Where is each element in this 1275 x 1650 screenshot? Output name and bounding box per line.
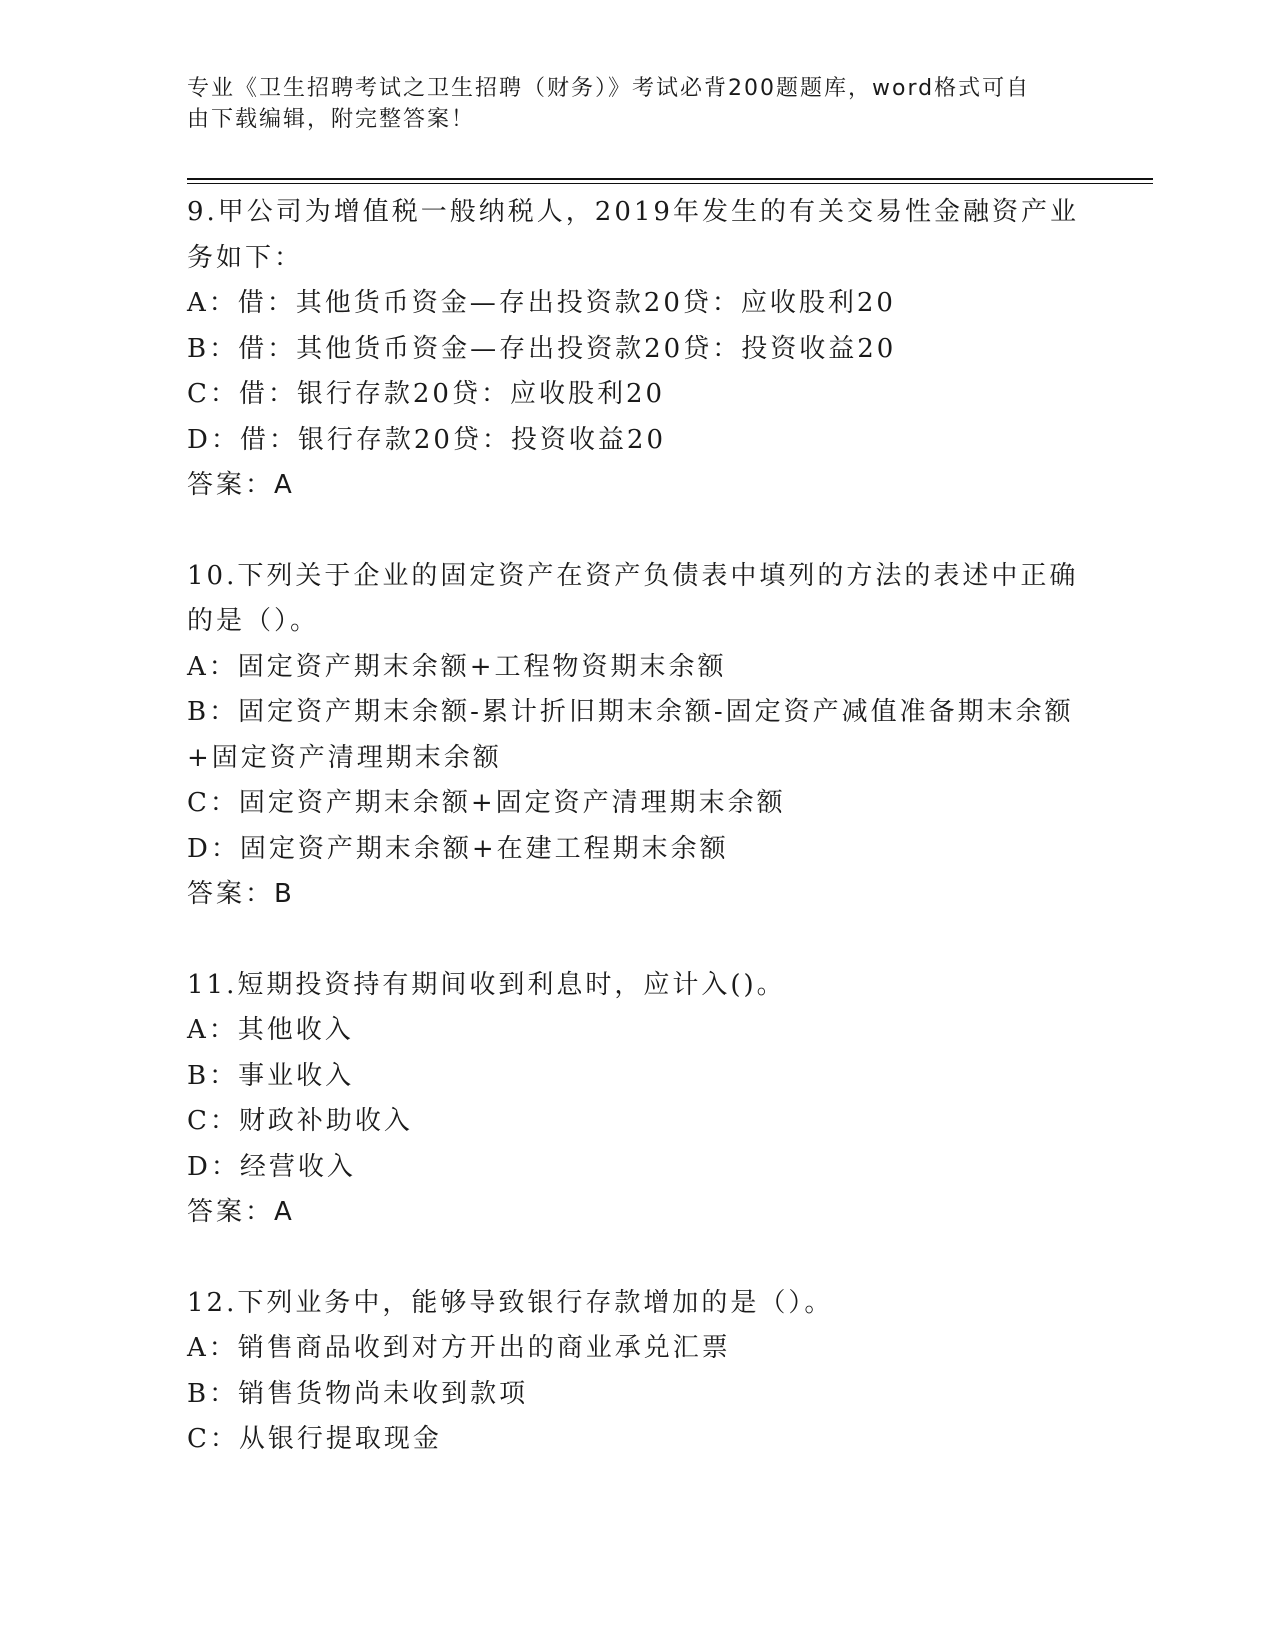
header-divider-thin [187, 183, 1153, 184]
option-c: C：固定资产期末余额+固定资产清理期末余额 [187, 788, 786, 818]
header-divider-thick [187, 178, 1153, 180]
question-stem: 11.短期投资持有期间收到利息时，应计入()。 [187, 969, 786, 1000]
option-d: D：经营收入 [187, 1151, 356, 1182]
option-c: C：财政补助收入 [187, 1106, 413, 1136]
option-b-continued: +固定资产清理期末余额 [187, 742, 502, 773]
answer-text: 答案：A [187, 470, 295, 500]
answer-text: 答案：A [187, 1197, 295, 1227]
question-10 [187, 554, 1087, 918]
option-b: B：事业收入 [187, 1060, 355, 1091]
question-stem: 务如下： [187, 242, 304, 273]
header-line-2: 由下载编辑，附完整答案！ [187, 107, 476, 132]
question-stem: 的是（）。 [187, 606, 320, 636]
question-stem: 12.下列业务中，能够导致银行存款增加的是（）。 [187, 1287, 834, 1318]
question-stem: 10.下列关于企业的固定资产在资产负债表中填列的方法的表述中正确 [187, 560, 1079, 591]
option-a: A：固定资产期末余额+工程物资期末余额 [187, 651, 727, 682]
question-12 [187, 1281, 1087, 1463]
option-a: A：借：其他货币资金—存出投资款20贷：应收股利20 [187, 288, 896, 318]
option-b: B：固定资产期末余额-累计折旧期末余额-固定资产减值准备期末余额 [187, 697, 1074, 727]
header-line-1: 专业《卫生招聘考试之卫生招聘（财务）》考试必背200题题库，word格式可自 [187, 76, 1031, 101]
option-c: C：借：银行存款20贷：应收股利20 [187, 379, 666, 409]
option-b: B：销售货物尚未收到款项 [187, 1378, 529, 1409]
option-d: D：固定资产期末余额+在建工程期末余额 [187, 833, 729, 864]
option-c: C：从银行提取现金 [187, 1424, 442, 1454]
document-header [187, 73, 1067, 135]
question-9 [187, 190, 1087, 509]
option-a: A：其他收入 [187, 1015, 354, 1045]
question-stem: 9.甲公司为增值税一般纳税人，2019年发生的有关交易性金融资产业 [187, 197, 1079, 227]
answer-text: 答案：B [187, 879, 295, 909]
question-11 [187, 963, 1087, 1236]
option-d: D：借：银行存款20贷：投资收益20 [187, 424, 667, 455]
option-a: A：销售商品收到对方开出的商业承兑汇票 [187, 1333, 731, 1363]
option-b: B：借：其他货币资金—存出投资款20贷：投资收益20 [187, 333, 897, 364]
question-list [187, 190, 1087, 1508]
